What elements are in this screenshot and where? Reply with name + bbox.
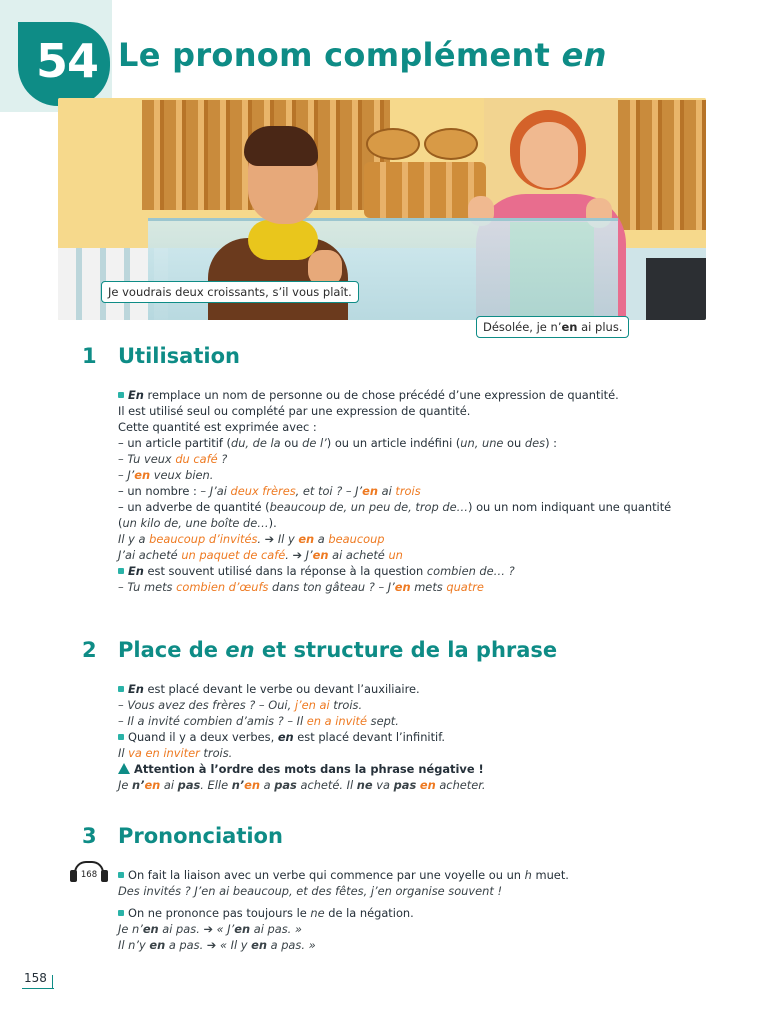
example-line [118, 548, 403, 563]
text: ai [160, 778, 178, 792]
baker-face [520, 122, 578, 188]
audio-track-number: 168 [80, 870, 98, 880]
text: a [314, 532, 329, 546]
neg: ne [356, 778, 373, 792]
highlight-en: en [244, 778, 260, 792]
speech-bubble-customer: Je voudrais deux croissants, s’il vous plaît. [101, 281, 359, 303]
text: est placé devant l’infinitif. [293, 730, 446, 744]
text: – Tu veux [118, 452, 176, 466]
rule-line [118, 436, 557, 451]
highlight: deux frères [230, 484, 296, 498]
bullet-icon [118, 568, 124, 574]
text: acheter. [435, 778, 486, 792]
text: – un adverbe de quantité ( [118, 500, 270, 514]
example: – J’ai [200, 484, 231, 498]
highlight: beaucoup d’invités [149, 532, 258, 546]
example-line [118, 698, 362, 713]
example: beaucoup de, un peu de, trop de… [269, 500, 468, 514]
example-line [118, 922, 302, 937]
text: – Tu mets [118, 580, 177, 594]
section-number: 1 [82, 344, 97, 368]
text: . Elle [200, 778, 232, 792]
rule-line [118, 730, 445, 745]
example: ai [378, 484, 396, 498]
text: mets [410, 580, 447, 594]
highlight: un paquet de café [181, 548, 286, 562]
text: est placé devant le verbe ou devant l’auxiliaire. [143, 682, 420, 696]
example: ne [310, 906, 325, 920]
rule-line [118, 388, 619, 403]
highlight-en: en [134, 468, 151, 482]
example: combien de… ? [426, 564, 515, 578]
bubble-text: Désolée, je n’ [483, 320, 562, 334]
text: remplace un nom de personne ou de chose précédé d’une expression de quantité. [143, 388, 619, 402]
chapter-title-main: Le pronom complément [118, 36, 562, 74]
text: veux bien. [150, 468, 214, 482]
en-bold: en [234, 922, 251, 936]
headphones-cup [101, 870, 108, 882]
text: et structure de la phrase [254, 638, 558, 662]
highlight: en a invité [306, 714, 368, 728]
rule-line [118, 564, 515, 579]
text: ai acheté [328, 548, 389, 562]
example-line [118, 580, 484, 595]
text: dans ton gâteau ? – J’ [268, 580, 395, 594]
text: a pas. » [266, 938, 316, 952]
round-breads [364, 128, 484, 160]
highlight-en: en [312, 548, 329, 562]
example-line [118, 468, 213, 483]
text: – J’ [118, 468, 135, 482]
highlight: un [388, 548, 403, 562]
cash-register [646, 258, 706, 320]
text: ) : [545, 436, 557, 450]
chapter-title-italic: en [561, 36, 607, 74]
example-line [118, 938, 316, 953]
text: en [225, 638, 255, 662]
text: ) ou un nom indiquant une quantité [468, 500, 672, 514]
highlight: trois [395, 484, 421, 498]
text: Je n’ [118, 922, 143, 936]
bread-loaf [366, 128, 420, 160]
rule-line [118, 500, 671, 515]
example-line [118, 778, 486, 793]
bubble-en: en [561, 320, 578, 334]
example: des [524, 436, 546, 450]
rule-line: Il est utilisé seul ou complété par une expression de quantité. [118, 404, 471, 418]
text: muet. [531, 868, 569, 882]
text: – Vous avez des frères ? – Oui, [118, 698, 295, 712]
text: ai pas. ➔ « J’ [158, 922, 235, 936]
customer-scarf [248, 220, 318, 260]
rule-line [118, 516, 277, 531]
bullet-icon [118, 686, 124, 692]
example-line: Des invités ? J’en ai beaucoup, et des fêtes, j’en organise souvent ! [118, 884, 503, 898]
section-number: 2 [82, 638, 97, 662]
text: va [372, 778, 394, 792]
en-bold: en [149, 938, 166, 952]
text: de la négation. [324, 906, 414, 920]
highlight-en: en [298, 532, 315, 546]
highlight: j’en ai [294, 698, 330, 712]
highlight-en: en [419, 778, 436, 792]
highlight-en: en [362, 484, 379, 498]
text: ? [217, 452, 228, 466]
speech-bubble-baker [476, 316, 629, 338]
example: , et toi ? – J’ [295, 484, 363, 498]
bullet-icon [118, 872, 124, 878]
en-bold: en [251, 938, 267, 952]
highlight: quatre [446, 580, 484, 594]
neg: pas [177, 778, 201, 792]
text: Il y a [118, 532, 150, 546]
page-number-tick [52, 975, 53, 988]
text: Il n’y [118, 938, 150, 952]
text: est souvent utilisé dans la réponse à la question [143, 564, 427, 578]
example: de l’ [302, 436, 327, 450]
page-number-rule [22, 988, 54, 989]
warning-icon [118, 763, 130, 774]
section-title: Prononciation [118, 824, 283, 848]
baguettes-right [618, 100, 706, 230]
en-word: en [277, 730, 294, 744]
neg: pas [393, 778, 417, 792]
text: Quand il y a deux verbes, [128, 730, 278, 744]
bullet-icon [118, 734, 124, 740]
neg: n’ [231, 778, 245, 792]
text: ou [503, 436, 525, 450]
example-line [118, 452, 227, 467]
text: On ne prononce pas toujours le [128, 906, 311, 920]
en-word: En [128, 388, 144, 402]
text: – un article partitif ( [118, 436, 231, 450]
audio-track-button[interactable] [70, 861, 108, 883]
text: ) ou un article indéfini ( [326, 436, 461, 450]
text: – un nombre : [118, 484, 201, 498]
en-word: En [128, 564, 144, 578]
bread-loaf [424, 128, 478, 160]
text: – Il a invité combien d’amis ? – Il [118, 714, 307, 728]
text: a [259, 778, 275, 792]
text: . ➔ Il y [257, 532, 299, 546]
highlight-en: en [394, 580, 411, 594]
text: trois. [199, 746, 233, 760]
example: un kilo de, une boîte de… [122, 516, 269, 530]
example: du, de la [230, 436, 281, 450]
text: Je [118, 778, 132, 792]
page-number: 158 [24, 971, 47, 985]
text: . ➔ J’ [285, 548, 313, 562]
text: acheté. Il [296, 778, 357, 792]
example-line [118, 714, 399, 729]
headphones-cup [70, 870, 77, 882]
text: J’ai acheté [118, 548, 182, 562]
rule-line [118, 868, 569, 883]
rule-line: Cette quantité est exprimée avec : [118, 420, 317, 434]
text: Place de [118, 638, 226, 662]
text: ). [268, 516, 277, 530]
highlight-en: en [144, 778, 161, 792]
highlight: combien d’œufs [176, 580, 269, 594]
text: On fait la liaison avec un verbe qui commence par une voyelle ou un [128, 868, 525, 882]
example-line [118, 746, 232, 761]
rule-line [118, 682, 420, 697]
bullet-icon [118, 910, 124, 916]
rule-line [118, 906, 414, 921]
warning-line [118, 762, 484, 777]
bubble-text: ai plus. [577, 320, 623, 334]
example: h [524, 868, 532, 882]
example: un, une [460, 436, 504, 450]
text: ( [118, 516, 123, 530]
en-bold: en [142, 922, 159, 936]
bullet-icon [118, 392, 124, 398]
customer-hair [244, 126, 318, 166]
chapter-number: 54 [36, 34, 99, 88]
highlight: beaucoup [328, 532, 385, 546]
rule-line [118, 484, 421, 499]
text: trois. [329, 698, 363, 712]
section-number: 3 [82, 824, 97, 848]
highlight: du café [175, 452, 218, 466]
en-word: En [128, 682, 144, 696]
chapter-title [118, 36, 607, 74]
text: ai pas. » [250, 922, 302, 936]
text: a pas. ➔ « Il y [165, 938, 252, 952]
warning-text: Attention à l’ordre des mots dans la phrase négative ! [134, 762, 484, 776]
neg: n’ [132, 778, 145, 792]
highlight: va en inviter [128, 746, 200, 760]
section-title: Utilisation [118, 344, 240, 368]
neg: pas [274, 778, 297, 792]
section-title [118, 638, 557, 662]
text: Il [118, 746, 129, 760]
example-line [118, 532, 385, 547]
text: ou [280, 436, 303, 450]
text: sept. [367, 714, 399, 728]
